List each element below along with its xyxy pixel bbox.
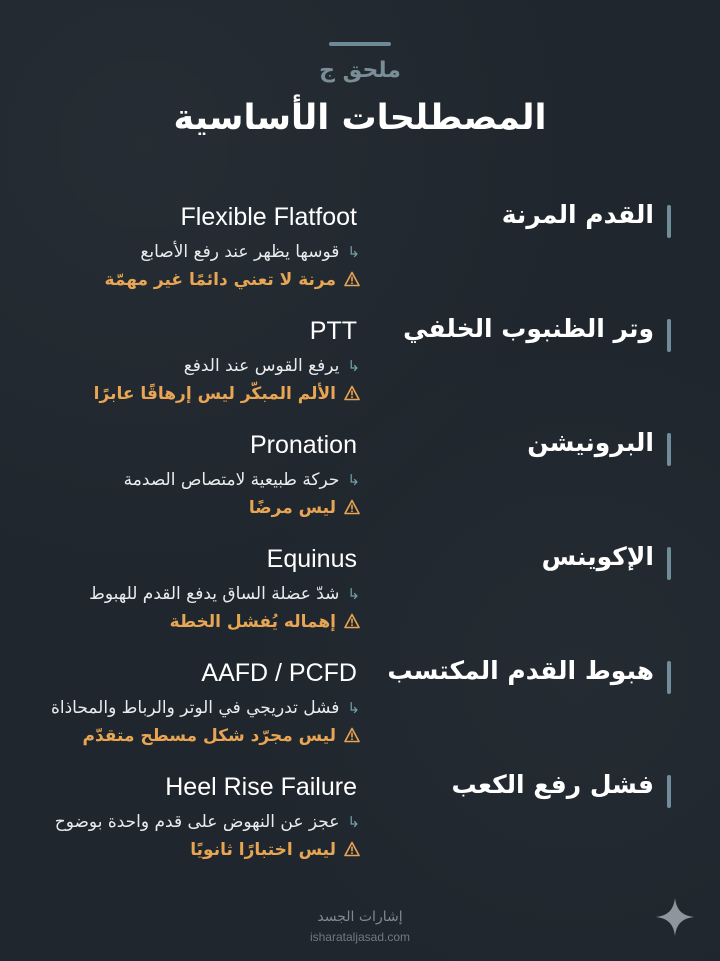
footer-url[interactable]: isharataljasad.com <box>309 930 411 944</box>
header-accent-line <box>329 42 391 46</box>
definition-text: عجز عن النهوض على قدم واحدة بوضوح <box>54 812 340 832</box>
definition-text: يرفع القوس عند الدفع <box>183 356 340 376</box>
term-arabic: القدم المرنة <box>501 200 654 229</box>
term-entry <box>0 418 720 532</box>
term-entry <box>0 532 720 646</box>
term-accent-bar <box>667 205 671 238</box>
return-arrow-icon: ↳ <box>347 585 360 603</box>
definition-text: قوسها يظهر عند رفع الأصابع <box>140 242 340 262</box>
term-definition <box>0 356 360 376</box>
return-arrow-icon: ↳ <box>347 357 360 375</box>
warning-text: ليس مجرّد شكل مسطح متقدّم <box>82 726 336 746</box>
term-entry <box>0 190 720 304</box>
term-accent-bar <box>667 433 671 466</box>
term-arabic: الإكوينس <box>541 542 654 571</box>
warning-text: مرنة لا تعني دائمًا غير مهمّة <box>104 270 336 290</box>
term-english: AAFD / PCFD <box>201 659 357 687</box>
term-arabic: هبوط القدم المكتسب <box>387 656 654 685</box>
term-english: Pronation <box>249 431 357 459</box>
term-definition <box>0 242 360 262</box>
warning-triangle-icon <box>344 840 360 860</box>
term-definition <box>0 698 360 718</box>
term-english: Heel Rise Failure <box>165 773 357 801</box>
term-accent-bar <box>667 547 671 580</box>
term-accent-bar <box>667 775 671 808</box>
term-warning <box>0 498 360 518</box>
definition-text: حركة طبيعية لامتصاص الصدمة <box>123 470 340 490</box>
term-definition <box>0 812 360 832</box>
term-english: Equinus <box>266 545 357 573</box>
term-accent-bar <box>667 661 671 694</box>
warning-triangle-icon <box>344 384 360 404</box>
warning-text: إهماله يُفشل الخطة <box>169 612 336 632</box>
term-warning <box>0 384 360 404</box>
term-entry <box>0 760 720 874</box>
warning-text: ليس اختبارًا ثانويًا <box>190 840 336 860</box>
sparkle-icon <box>654 896 696 938</box>
term-definition <box>0 470 360 490</box>
term-arabic: فشل رفع الكعب <box>451 770 654 799</box>
definition-text: فشل تدريجي في الوتر والرباط والمحاذاة <box>50 698 340 718</box>
return-arrow-icon: ↳ <box>347 243 360 261</box>
term-arabic: وتر الظنبوب الخلفي <box>403 314 654 343</box>
warning-text: الألم المبكّر ليس إرهاقًا عابرًا <box>93 384 336 404</box>
warning-triangle-icon <box>344 270 360 290</box>
term-warning <box>0 270 360 290</box>
term-warning <box>0 726 360 746</box>
term-entry <box>0 304 720 418</box>
term-english: Flexible Flatfoot <box>180 203 357 231</box>
definition-text: شدّ عضلة الساق يدفع القدم للهبوط <box>89 584 340 604</box>
term-warning <box>0 840 360 860</box>
warning-triangle-icon <box>344 498 360 518</box>
return-arrow-icon: ↳ <box>347 699 360 717</box>
page-title: المصطلحات الأساسية <box>173 98 547 138</box>
term-accent-bar <box>667 319 671 352</box>
return-arrow-icon: ↳ <box>347 471 360 489</box>
term-english: PTT <box>309 317 357 345</box>
warning-triangle-icon <box>344 612 360 632</box>
term-definition <box>0 584 360 604</box>
appendix-label: ملحق ج <box>319 58 401 83</box>
term-warning <box>0 612 360 632</box>
return-arrow-icon: ↳ <box>347 813 360 831</box>
terms-list <box>0 190 720 874</box>
term-entry <box>0 646 720 760</box>
warning-text: ليس مرضًا <box>248 498 336 518</box>
footer-brand: إشارات الجسد <box>317 909 403 925</box>
term-arabic: البرونيشن <box>527 428 654 457</box>
warning-triangle-icon <box>344 726 360 746</box>
